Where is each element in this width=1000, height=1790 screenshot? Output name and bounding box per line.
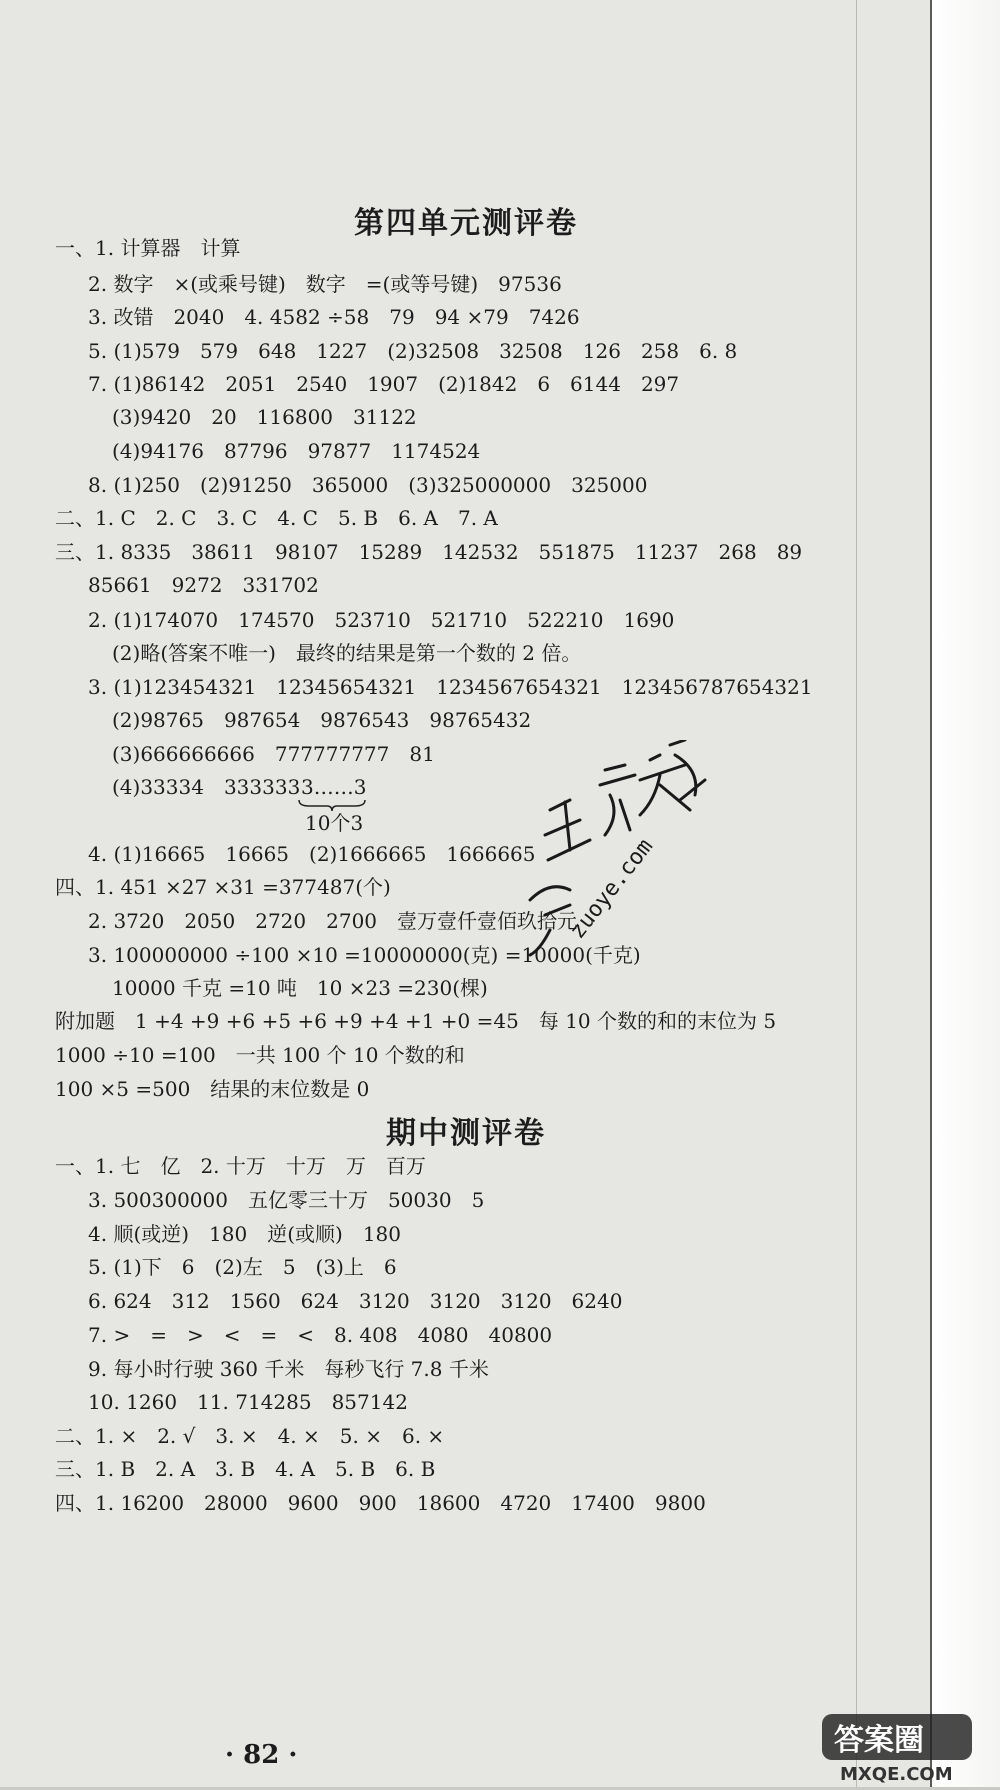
answer-line: (2)98765 987654 9876543 98765432 bbox=[112, 708, 532, 732]
answer-line: 一、1. 七 亿 2. 十万 十万 万 百万 bbox=[55, 1154, 426, 1178]
answer-line: 二、1. × 2. √ 3. × 4. × 5. × 6. × bbox=[55, 1424, 445, 1448]
answer-line: 6. 624 312 1560 624 3120 3120 3120 6240 bbox=[88, 1289, 623, 1313]
answer-line: 三、1. 8335 38611 98107 15289 142532 551875 11237 268 89 bbox=[55, 540, 803, 564]
answer-line: 5. (1)579 579 648 1227 (2)32508 32508 126 258 6. 8 bbox=[88, 339, 738, 363]
answer-line: 4. 顺(或逆) 180 逆(或顺) 180 bbox=[88, 1222, 401, 1246]
logo-text: 答案圈 bbox=[834, 1723, 924, 1758]
answer-line: 2. 数字 ×(或乘号键) 数字 =(或等号键) 97536 bbox=[88, 272, 562, 296]
section-title-unit4: 第四单元测评卷 bbox=[354, 206, 578, 241]
logo-url: MXQE.COM bbox=[840, 1764, 953, 1785]
answer-line: 1000 ÷10 =100 一共 100 个 10 个数的和 bbox=[55, 1043, 465, 1067]
answer-line: 二、1. C 2. C 3. C 4. C 5. B 6. A 7. A bbox=[55, 506, 498, 530]
answer-line: 四、1. 16200 28000 9600 900 18600 4720 17400 9800 bbox=[55, 1491, 706, 1515]
handwritten-watermark bbox=[510, 740, 710, 980]
brace-bottom-text: 10个3 bbox=[305, 811, 364, 835]
answer-line: 10000 千克 =10 吨 10 ×23 =230(棵) bbox=[112, 976, 488, 1000]
answer-line: 3. (1)123454321 12345654321 1234567654321 123456787654321 bbox=[88, 675, 813, 699]
answer-line: (3)9420 20 116800 31122 bbox=[112, 405, 417, 429]
answer-line: 10. 1260 11. 714285 857142 bbox=[88, 1390, 408, 1414]
section-title-midterm: 期中测评卷 bbox=[386, 1116, 546, 1151]
watermark-url: zuoye.com bbox=[565, 834, 659, 944]
answer-line: 3. 100000000 ÷100 ×10 =10000000(克) =10000(千克) bbox=[88, 943, 641, 967]
answer-line: (3)666666666 777777777 81 bbox=[112, 742, 435, 766]
page-edge bbox=[932, 0, 1000, 1787]
answer-line: 2. (1)174070 174570 523710 521710 522210 1690 bbox=[88, 608, 675, 632]
answer-line: 附加题 1 +4 +9 +6 +5 +6 +9 +4 +1 +0 =45 每 10 个数的和的末位为 5 bbox=[55, 1009, 777, 1033]
answer-line: 四、1. 451 ×27 ×31 =377487(个) bbox=[55, 875, 391, 899]
answer-line: 3. 改错 2040 4. 4582 ÷58 79 94 ×79 7426 bbox=[88, 305, 580, 329]
site-logo bbox=[812, 1708, 997, 1786]
answer-line: (2)略(答案不唯一) 最终的结果是第一个数的 2 倍。 bbox=[112, 641, 582, 665]
answer-line: 7. (1)86142 2051 2540 1907 (2)1842 6 6144 297 bbox=[88, 372, 680, 396]
answer-line: 5. (1)下 6 (2)左 5 (3)上 6 bbox=[88, 1255, 397, 1279]
answer-line: 3. 500300000 五亿零三十万 50030 5 bbox=[88, 1188, 485, 1212]
fold-line bbox=[856, 0, 857, 1787]
page-number: · 82 · bbox=[225, 1740, 298, 1770]
underbrace-group bbox=[295, 770, 375, 840]
answer-line: 7. > = > < = < 8. 408 4080 40800 bbox=[88, 1323, 553, 1347]
answer-line: (4)94176 87796 97877 1174524 bbox=[112, 439, 481, 463]
answer-line: 85661 9272 331702 bbox=[88, 573, 319, 597]
brace-top-text: 3……3 bbox=[301, 775, 367, 799]
answer-line: 100 ×5 =500 结果的末位数是 0 bbox=[55, 1077, 370, 1101]
answer-line: (4)33334 333333 bbox=[112, 775, 301, 799]
answer-line: 三、1. B 2. A 3. B 4. A 5. B 6. B bbox=[55, 1457, 436, 1481]
answer-line: 2. 3720 2050 2720 2700 壹万壹仟壹佰玖拾元 bbox=[88, 909, 578, 933]
answer-line: 9. 每小时行驶 360 千米 每秒飞行 7.8 千米 bbox=[88, 1357, 489, 1381]
answer-line: 4. (1)16665 16665 (2)1666665 1666665 bbox=[88, 842, 536, 866]
answer-line: 一、1. 计算器 计算 bbox=[55, 236, 241, 260]
answer-line: 8. (1)250 (2)91250 365000 (3)325000000 325000 bbox=[88, 473, 648, 497]
